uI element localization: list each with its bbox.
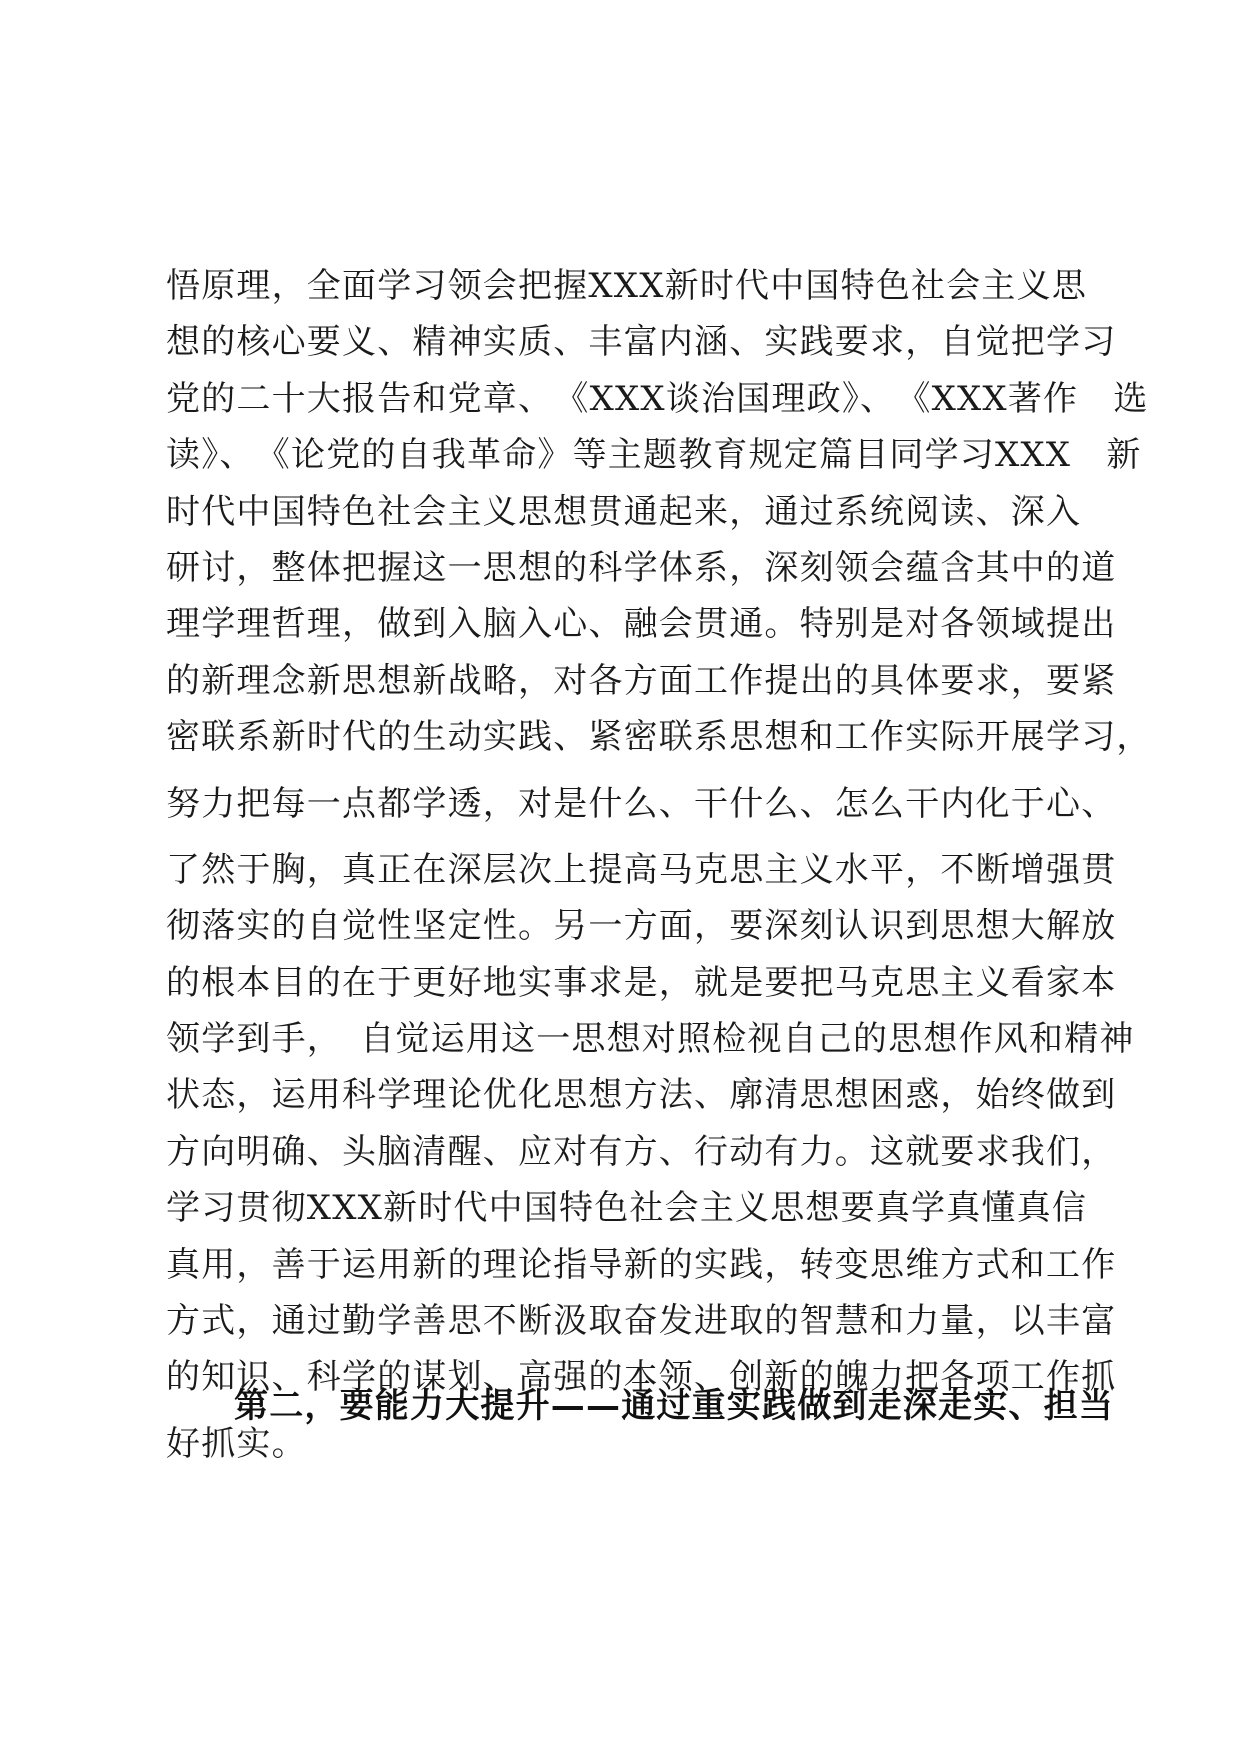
paragraph-line: 彻落实的自觉性坚定性。另一方面，要深刻认识到思想大解放 [166,906,1117,947]
body-paragraph [166,258,1152,1472]
paragraph-line: 的知识、科学的谋划、高强的本领、创新的魄力把各项工作抓 [166,1357,1117,1398]
paragraph-line: 党的二十大报告和党章、 《XXX谈治国理政》、 《XXX著作 选 [166,378,1149,419]
paragraph-line: 理学理哲理，做到入脑入心、融会贯通。特别是对各领域提出 [166,604,1117,645]
paragraph-line: 读》、 《论党的自我革命》等主题教育规定篇目同学习XXX 新 [166,435,1142,476]
paragraph-line: 真用，善于运用新的理论指导新的实践，转变思维方式和工作 [166,1244,1117,1285]
paragraph-line: 方式，通过勤学善思不断汲取奋发进取的智慧和力量，以丰富 [166,1301,1117,1342]
paragraph-line: 悟原理，全面学习领会把握XXX新时代中国特色社会主义思 [166,266,1088,306]
paragraph-line: 的新理念新思想新战略，对各方面工作提出的具体要求，要紧 [166,660,1117,701]
paragraph-line: 方向明确、头脑清醒、应对有方、行动有力。这就要求我们， [166,1131,1117,1172]
paragraph-line: 好抓实。 [166,1423,307,1464]
paragraph-line: 努力把每一点都学透，对是什么、干什么、怎么干内化于心、 [166,783,1117,824]
paragraph-line: 领学到手， 自觉运用这一思想对照检视自己的思想作风和精神 [166,1019,1135,1060]
paragraph-line: 状态，运用科学理论优化思想方法、廓清思想困惑，始终做到 [166,1075,1117,1116]
paragraph-line: 想的核心要义、精神实质、丰富内涵、实践要求，自觉把学习 [166,322,1117,363]
paragraph-line: 学习贯彻XXX新时代中国特色社会主义思想要真学真懂真信 [166,1188,1088,1229]
paragraph-line: 时代中国特色社会主义思想贯通起来，通过系统阅读、深入 [166,491,1082,532]
paragraph-line: 的根本目的在于更好地实事求是，就是要把马克思主义看家本 [166,962,1117,1003]
paragraph-line: 了然于胸，真正在深层次上提高马克思主义水平，不断增强贯 [166,849,1117,890]
paragraph-line: 密联系新时代的生动实践、紧密联系思想和工作实际开展学习， [166,717,1152,758]
paragraph-line: 研讨，整体把握这一思想的科学体系，深刻领会蕴含其中的道 [166,547,1117,588]
section-heading: 第二，要能力大提升——通过重实践做到走深走实、担当 [234,1386,1114,1426]
